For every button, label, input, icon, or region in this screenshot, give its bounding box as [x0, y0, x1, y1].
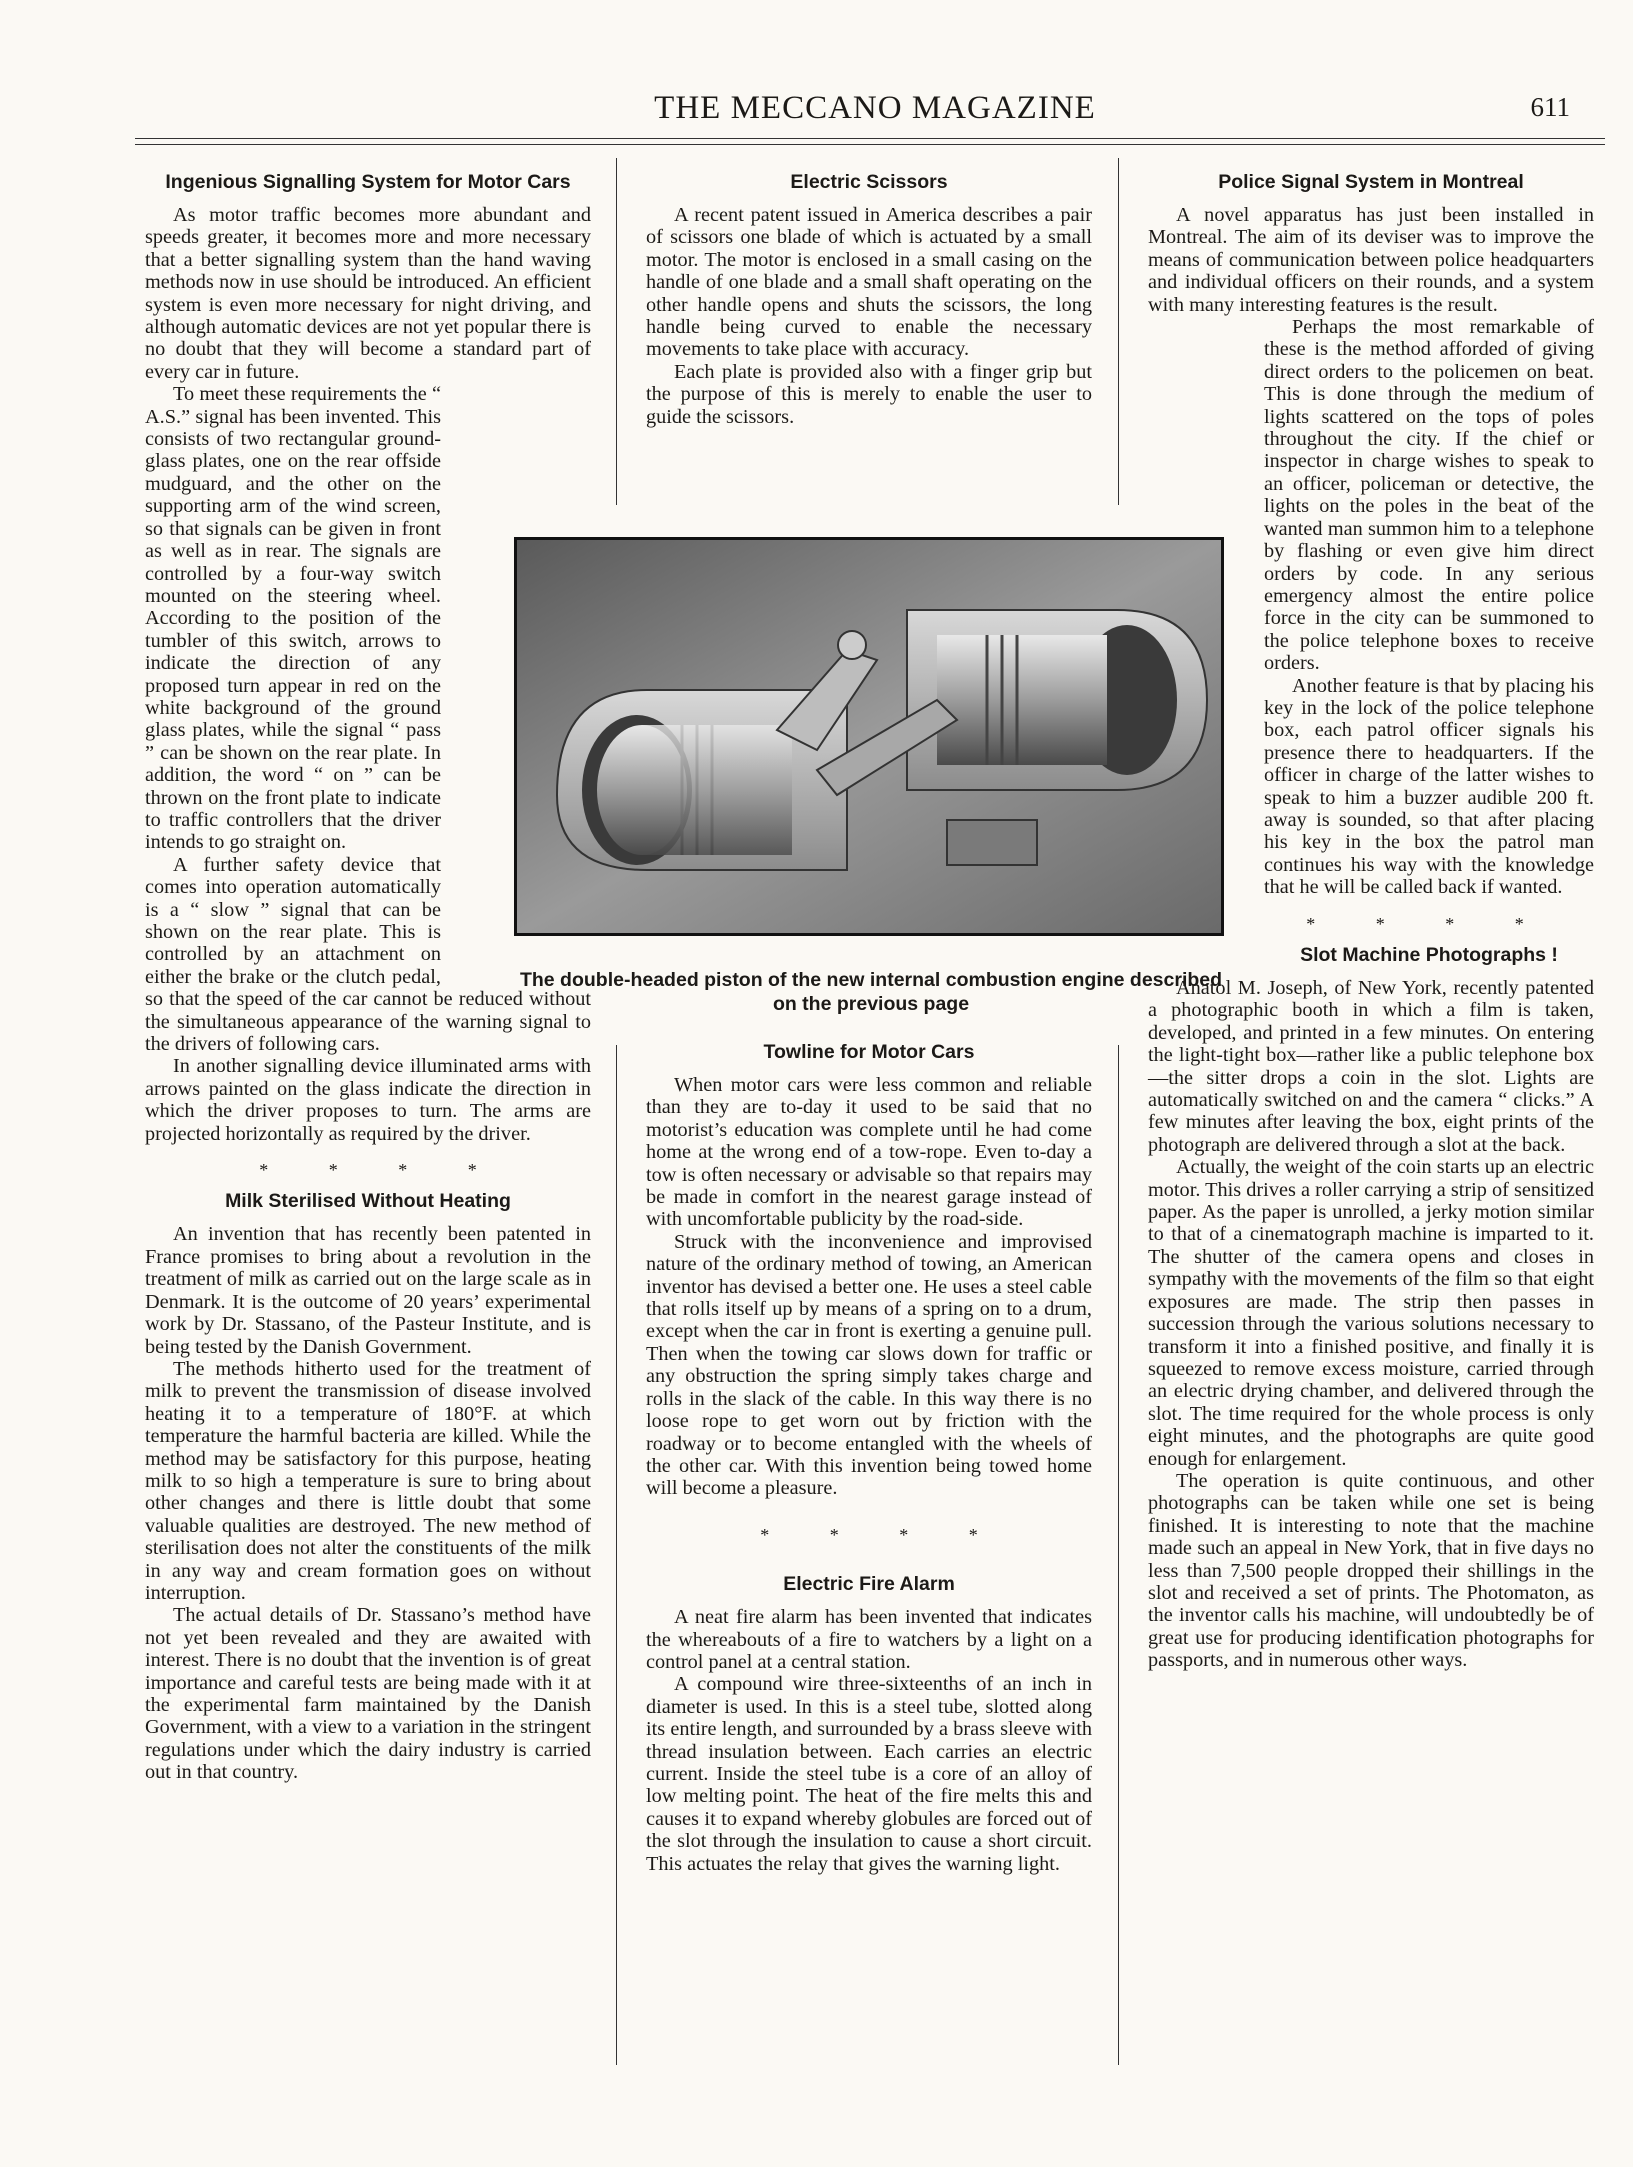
- column-divider-right-top: [1118, 158, 1119, 505]
- paragraph: To meet these requirements the “ A.S.” signal has been invented. This consists of two rectangular ground-glass plates, one on the rear offside mudguard, and the other on the supporting arm of the wind screen, so that signals can be given in front as well as in rear. The signals are controlled by a four-way switch mounted on the steering wheel. According to the position of the tumbler of this switch, arrows to indicate the direction of any proposed turn appear in red on the white background of the ground glass plates, while the signal “ pass ” can be shown on the rear plate. In addition, the word “ on ” can be thrown on the front plate to indicate to traffic controllers that the driver intends to go straight on.: [145, 383, 441, 854]
- piston-illustration-svg: [517, 540, 1221, 933]
- paragraph: The operation is quite continuous, and other photographs can be taken while one set is being finished. It is interesting to note that the machine made such an appeal in New York, that in five days no less than 7,500 people dropped their shillings in the slot and received a set of prints. The Photomaton, as the inventor calls his machine, will undoubtedly be of great use for producing identification photographs for passports, and in numerous other ways.: [1148, 1469, 1594, 1672]
- section-separator: * * * *: [1306, 913, 1552, 934]
- paragraph: A novel apparatus has just been installed in Montreal. The aim of its deviser was to improve the means of communication between police headquarters and individual officers on their rounds, and a system with many interesting features is the result.: [1148, 204, 1594, 316]
- paragraph: A neat fire alarm has been invented that indicates the whereabouts of a fire to watchers by a light on a control panel at a central station.: [646, 1606, 1092, 1673]
- paragraph: Struck with the inconvenience and improvised nature of the ordinary method of towing, an American inventor has devised a better one. He uses a steel cable that rolls itself up by means of a spring on to a drum, except when the car in front is exerting a genuine pull. Then when the towing car slows down for traffic or any obstruction the spring simply takes charge and rolls in the slack of the cable. In this way there is no loose rope to get worn out by friction with the roadway or to become entangled with the wheels of the other car. With this invention being towed home will become a pleasure.: [646, 1230, 1092, 1500]
- paragraph: The actual details of Dr. Stassano’s method have not yet been revealed and they are awaited with interest. There is no doubt that the invention is of great importance and careful tests are being made with it at the experimental farm maintained by the Danish Government, with a view to a variation in the stringent regulations under which the dairy industry is carried out in that country.: [145, 1604, 591, 1784]
- paragraph: Perhaps the most remarkable of these is the method afforded of giving direct orders to the policemen on beat. This is done through the medium of lights scattered on the tops of poles throughout the city. If the chief or inspector in charge wishes to speak to an officer, policeman or detective, the lights on the poles in the beat of the wanted man summon him to a telephone by flashing or even give him direct orders by code. In any serious emergency almost the entire police force in the city can be summoned to the police telephone boxes to receive orders.: [1264, 316, 1594, 675]
- paragraph: As motor traffic becomes more abundant and speeds greater, it becomes more and more necessary that a better signalling system than the hand waving methods now in use should be introduced. An efficient system is even more necessary for night driving, and although automatic devices are not yet popular there is no doubt that they will become a standard part of every car in future.: [145, 204, 591, 383]
- column-divider-left-top: [616, 158, 617, 505]
- magazine-title: THE MECCANO MAGAZINE: [654, 90, 1096, 126]
- paragraph: An invention that has recently been patented in France promises to bring about a revolution in the treatment of milk as carried out on the large scale as in Denmark. It is the outcome of 20 years’ experimental work by Dr. Stassano, of the Pasteur Institute, and is being tested by the Danish Government.: [145, 1223, 591, 1358]
- header-rule-bottom: [135, 144, 1605, 145]
- middle-column-top: [646, 170, 1092, 428]
- page-header: [150, 90, 1600, 130]
- middle-column-bottom: [646, 1040, 1092, 1875]
- paragraph: A recent patent issued in America describes a pair of scissors one blade of which is actuated by a small motor. The motor is enclosed in a small casing on the handle of one blade and a small shaft operating on the other handle opens and shuts the scissors, the long handle being curved to enable the necessary movements to take place with accuracy.: [646, 204, 1092, 361]
- article-title: Towline for Motor Cars: [763, 1041, 975, 1063]
- paragraph: Each plate is provided also with a finger grip but the purpose of this is merely to enable the user to guide the scissors.: [646, 360, 1092, 428]
- paragraph: In another signalling device illuminated arms with arrows painted on the glass indicate the direction in which the driver proposes to turn. The arms are projected horizontally as required by the driver.: [145, 1055, 591, 1145]
- column-divider-right-bottom: [1118, 1045, 1119, 2065]
- paragraph: A compound wire three-sixteenths of an inch in diameter is used. In this is a steel tube, slotted along its entire length, and surrounded by a brass sleeve with thread insulation between. Each carries an electric current. Inside the steel tube is a core of an alloy of low melting point. The heat of the fire melts this and causes it to expand whereby globules are forced out of the slot through the insulation to cause a short circuit. This actuates the relay that gives the warning light.: [646, 1673, 1092, 1875]
- article-title: Electric Fire Alarm: [783, 1573, 955, 1596]
- article-title: Ingenious Signalling System for Motor Cars: [165, 171, 571, 193]
- article-title: Electric Scissors: [790, 171, 948, 193]
- page-number: 611: [1530, 92, 1570, 122]
- paragraph: Actually, the weight of the coin starts up an electric motor. This drives a roller carrying a strip of sensitized paper. As the paper is unrolled, a jerky motion similar to that of a cinematograph machine is imparted to it. The shutter of the camera opens and closes in sympathy with the movements of the film so that eight exposures are made. The strip then passes in succession through the various solutions necessary to transform it into a finished positive, and finally it is squeezed to remove excess moisture, carried through an electric drying chamber, and delivered through the slot. The time required for the whole process is only eight minutes, and the photographs are quite good enough for enlargement.: [1148, 1156, 1594, 1470]
- piston-illustration: [514, 537, 1224, 936]
- paragraph: Another feature is that by placing his key in the lock of the police telephone box, each patrol officer signals his presence there to headquarters. If the officer in charge of the latter wishes to speak to him a buzzer audible 200 ft. away is sounded, so that after placing his key in the box the patrol man continues his way with the knowledge that he will be called back if wanted.: [1264, 674, 1594, 899]
- right-column: [1148, 170, 1594, 1672]
- column-divider-left-bottom: [616, 1045, 617, 2065]
- article-title: Slot Machine Photographs !: [1300, 944, 1558, 966]
- section-separator: * * * *: [259, 1160, 505, 1181]
- figure-caption: The double-headed piston of the new internal combustion engine described on the previous page: [519, 969, 1223, 1015]
- figure-wrap-spacer: [1148, 416, 1264, 946]
- article-title: Police Signal System in Montreal: [1218, 171, 1524, 193]
- paragraph: When motor cars were less common and reliable than they are to-day it used to be said that no motorist’s education was complete until he had come home at the wrong end of a tow-rope. Even to-day a tow is often necessary or advisable so that repairs may be made in comfort in the nearest garage instead of with uncomfortable publicity by the road-side.: [646, 1074, 1092, 1231]
- paragraph: A further safety device that comes into operation automatically is a “ slow ” signal that can be shown on the rear plate. This is controlled by an attachment on either the brake or the clutch pedal, so that the speed of the car cannot be reduced without the simultaneous appearance of the warning signal to the drivers of following cars.: [145, 853, 591, 1056]
- header-rule-top: [135, 138, 1605, 139]
- article-title: Milk Sterilised Without Heating: [225, 1190, 511, 1213]
- paragraph: The methods hitherto used for the treatment of milk to prevent the transmission of disease involved heating it to a temperature of 180°F. at which temperature the harmful bacteria are killed. While the method may be satisfactory for this purpose, heating milk to so high a temperature is sure to bring about other changes and there is little doubt that some valuable qualities are destroyed. The new method of sterilisation does not alter the constituents of the milk in any way and cream formation goes on without interruption.: [145, 1357, 591, 1604]
- section-separator: * * * *: [760, 1524, 1006, 1545]
- paragraph: Anatol M. Joseph, of New York, recently patented a photographic booth in which a film is taken, developed, and printed in a few minutes. On entering the light-tight box—rather like a public telephone box—the sitter drops a coin in the slot. Lights are automatically switched on and the camera “ clicks.” A few minutes after leaving the box, eight prints of the photograph are delivered through a slot at the back.: [1148, 977, 1594, 1156]
